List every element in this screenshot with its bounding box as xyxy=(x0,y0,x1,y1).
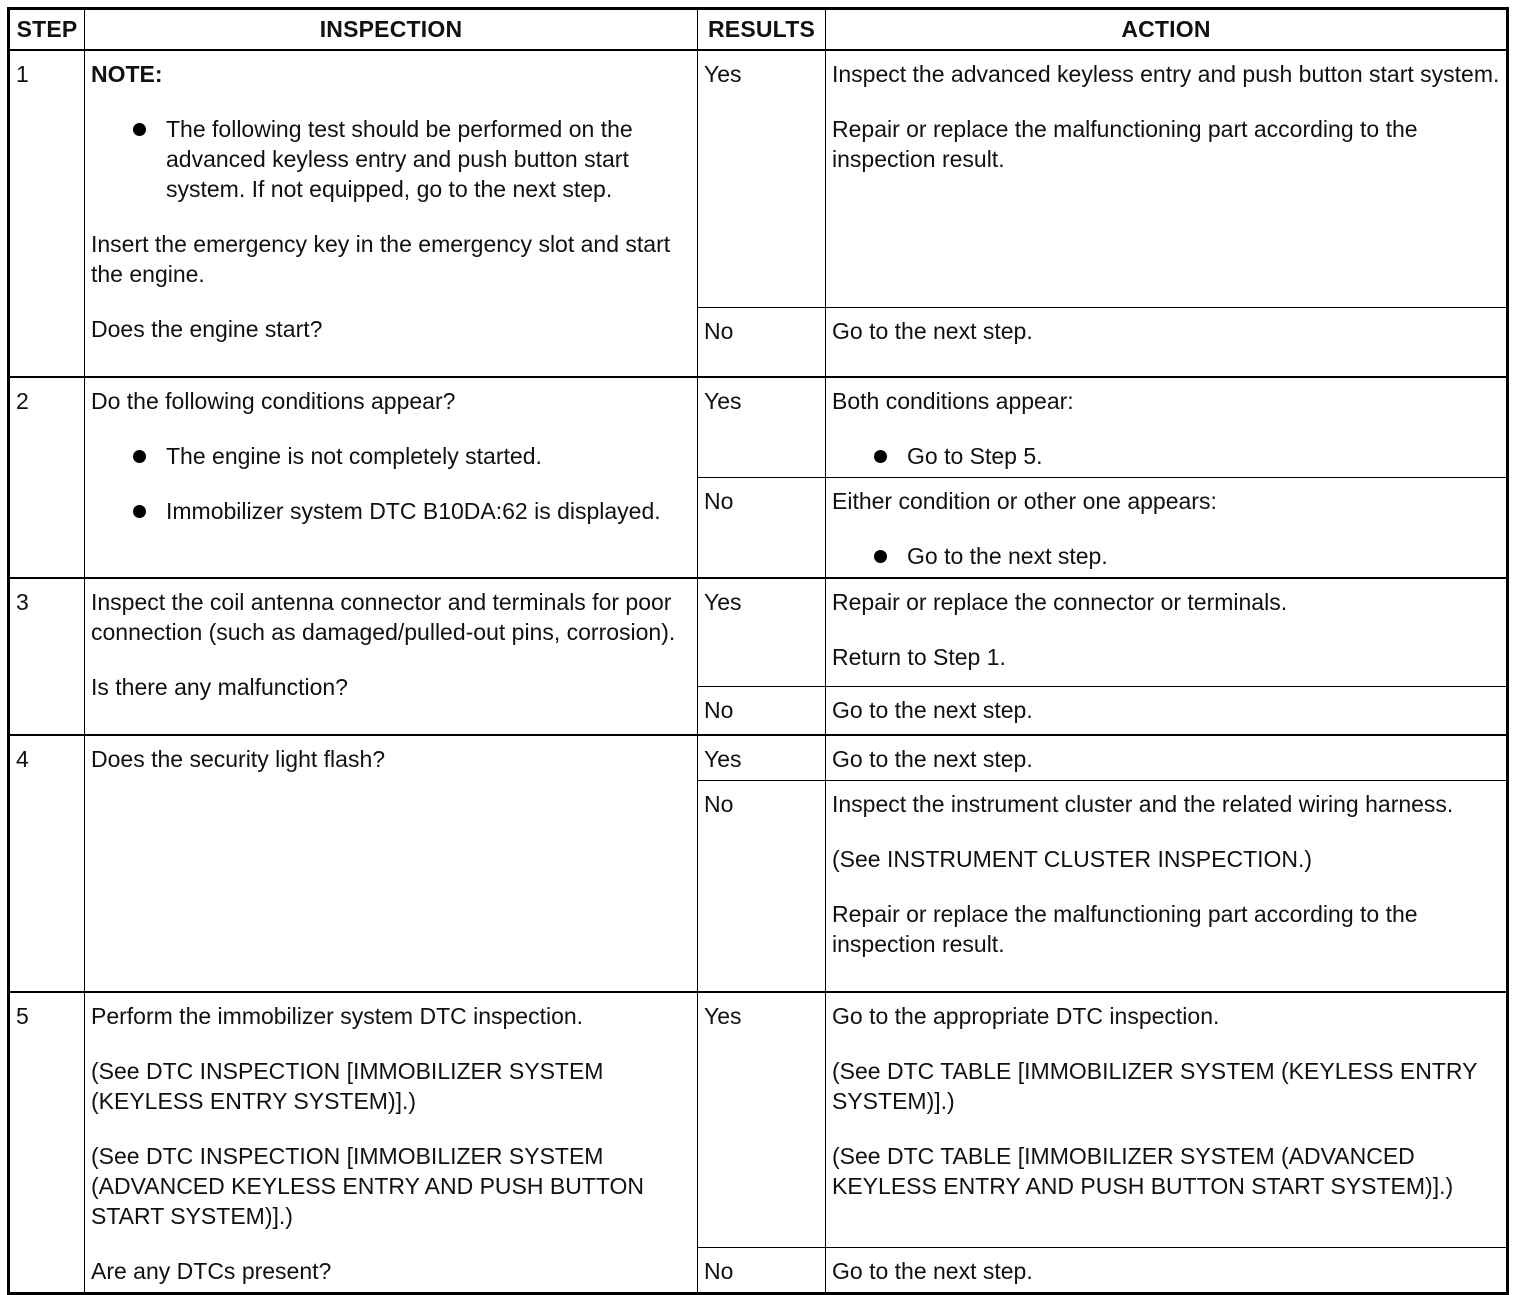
action-text: Go to the next step. xyxy=(832,697,1033,723)
action-text: Go to the next step. xyxy=(832,318,1033,344)
result-yes: Yes xyxy=(698,578,826,687)
bullet-dot-icon xyxy=(133,450,146,463)
bullet-text: Go to Step 5. xyxy=(907,442,1043,469)
action-cell xyxy=(826,992,1508,1247)
bullet-item xyxy=(166,114,691,204)
action-cell xyxy=(826,377,1508,478)
action-text: Both conditions appear: xyxy=(832,387,1074,414)
action-text: (See DTC TABLE [IMMOBILIZER SYSTEM (ADVANCED KEYLESS ENTRY AND PUSH BUTTON START SYSTEM)].) xyxy=(832,1143,1454,1199)
step-number: 2 xyxy=(9,377,85,578)
result-no: No xyxy=(698,780,826,992)
inspection-cell xyxy=(85,735,698,993)
question-text: Are any DTCs present? xyxy=(91,1258,332,1284)
result-yes: Yes xyxy=(698,735,826,781)
action-text: Return to Step 1. xyxy=(832,643,1006,670)
header-inspection: INSPECTION xyxy=(85,9,698,50)
bullet-text: The following test should be performed on the advanced keyless entry and push button start system. If not equipped, go to the next step. xyxy=(166,115,633,202)
header-step: STEP xyxy=(9,9,85,50)
bullet-item xyxy=(166,496,691,526)
result-no: No xyxy=(698,308,826,377)
note-bullet-list xyxy=(91,114,691,204)
inspection-cell xyxy=(85,50,698,377)
bullet-text: The engine is not completely started. xyxy=(166,442,542,469)
instruction-text: Perform the immobilizer system DTC inspection. xyxy=(91,1003,584,1029)
instruction-text: Insert the emergency key in the emergency slot and start the engine. xyxy=(91,230,671,287)
action-cell xyxy=(826,308,1508,377)
action-text: Go to the next step. xyxy=(832,1257,1033,1284)
question-text: Does the engine start? xyxy=(91,315,323,342)
question-text: Do the following conditions appear? xyxy=(91,387,456,414)
bullet-item xyxy=(166,441,691,471)
step-4-yes-row xyxy=(9,735,1508,781)
bullet-dot-icon xyxy=(874,450,887,463)
step-number: 1 xyxy=(9,50,85,377)
bullet-text: Go to the next step. xyxy=(907,542,1108,569)
action-bullet-list xyxy=(832,441,1500,471)
action-text: Go to the next step. xyxy=(832,745,1033,772)
step-number: 5 xyxy=(9,992,85,1294)
action-cell xyxy=(826,1247,1508,1293)
header-results: RESULTS xyxy=(698,9,826,50)
step-2-yes-row xyxy=(9,377,1508,478)
result-no: No xyxy=(698,687,826,735)
instruction-text: Inspect the coil antenna connector and terminals for poor connection (such as damaged/pulled-out pins, corrosion). xyxy=(91,588,676,645)
action-text: Repair or replace the malfunctioning part according to the inspection result. xyxy=(832,115,1418,172)
action-cell xyxy=(826,477,1508,578)
action-bullet-list xyxy=(832,541,1500,571)
step-number: 4 xyxy=(9,735,85,993)
step-5-yes-row xyxy=(9,992,1508,1247)
condition-bullet-list xyxy=(91,441,691,526)
reference-text: (See DTC INSPECTION [IMMOBILIZER SYSTEM (KEYLESS ENTRY SYSTEM)].) xyxy=(91,1058,604,1114)
result-no: No xyxy=(698,1247,826,1293)
action-text: Inspect the advanced keyless entry and push button start system. xyxy=(832,60,1500,87)
bullet-item xyxy=(907,541,1500,571)
action-cell xyxy=(826,578,1508,687)
header-row xyxy=(9,9,1508,50)
step-number: 3 xyxy=(9,578,85,735)
note-label: NOTE: xyxy=(91,60,163,87)
inspection-cell xyxy=(85,992,698,1294)
bullet-item xyxy=(907,441,1500,471)
bullet-dot-icon xyxy=(133,123,146,136)
result-yes: Yes xyxy=(698,992,826,1247)
action-text: Either condition or other one appears: xyxy=(832,487,1217,514)
step-1-yes-row xyxy=(9,50,1508,308)
reference-text: (See DTC INSPECTION [IMMOBILIZER SYSTEM (ADVANCED KEYLESS ENTRY AND PUSH BUTTON START SYSTEM)].) xyxy=(91,1143,644,1229)
step-3-yes-row xyxy=(9,578,1508,687)
result-no: No xyxy=(698,477,826,578)
action-cell xyxy=(826,687,1508,735)
bullet-text: Immobilizer system DTC B10DA:62 is displayed. xyxy=(166,497,661,524)
action-cell xyxy=(826,50,1508,308)
action-text: Repair or replace the connector or terminals. xyxy=(832,588,1288,615)
inspection-cell xyxy=(85,578,698,735)
action-text: Inspect the instrument cluster and the related wiring harness. xyxy=(832,790,1454,817)
action-cell xyxy=(826,735,1508,781)
result-yes: Yes xyxy=(698,377,826,478)
inspection-cell xyxy=(85,377,698,578)
action-text: (See INSTRUMENT CLUSTER INSPECTION.) xyxy=(832,845,1313,872)
action-cell xyxy=(826,780,1508,992)
bullet-dot-icon xyxy=(874,550,887,563)
result-yes: Yes xyxy=(698,50,826,308)
bullet-dot-icon xyxy=(133,505,146,518)
header-action: ACTION xyxy=(826,9,1508,50)
action-text: (See DTC TABLE [IMMOBILIZER SYSTEM (KEYLESS ENTRY SYSTEM)].) xyxy=(832,1058,1478,1114)
question-text: Is there any malfunction? xyxy=(91,673,348,700)
diagnostic-table xyxy=(7,7,1509,1295)
question-text: Does the security light flash? xyxy=(91,745,386,772)
action-text: Go to the appropriate DTC inspection. xyxy=(832,1003,1220,1029)
action-text: Repair or replace the malfunctioning part according to the inspection result. xyxy=(832,900,1418,957)
